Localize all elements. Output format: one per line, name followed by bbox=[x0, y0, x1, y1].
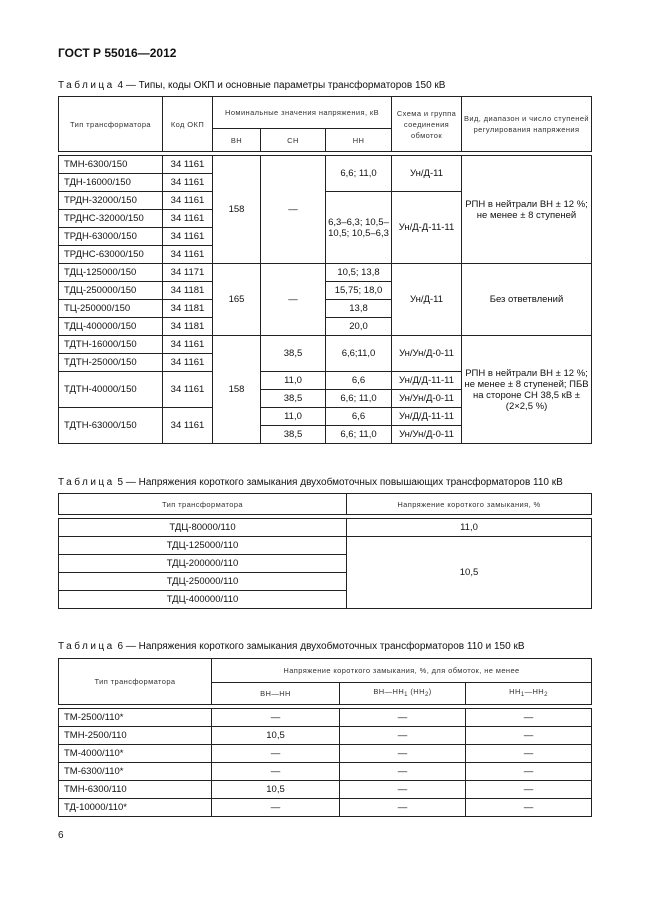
table-cell-c: — bbox=[466, 745, 592, 763]
table-cell-type: ТДТН-25000/150 bbox=[59, 354, 163, 372]
col-header-sn: СН bbox=[261, 129, 326, 152]
table-row bbox=[59, 745, 592, 763]
table-cell-scheme: Ун/Д-Д-11-11 bbox=[392, 192, 462, 264]
table-cell-code: 34 1181 bbox=[163, 282, 213, 300]
table-cell-scheme: Ун/Д/Д-11-11 bbox=[392, 408, 462, 426]
table-cell-a: — bbox=[212, 745, 340, 763]
table-cell-scheme: Ун/Ун/Д-0-11 bbox=[392, 390, 462, 408]
table-cell-type: ТРДН-63000/150 bbox=[59, 228, 163, 246]
table-row bbox=[59, 709, 592, 727]
table-cell-type: ТДЦ-125000/110 bbox=[59, 537, 347, 555]
table-cell-code: 34 1161 bbox=[163, 228, 213, 246]
table-cell-type: ТРДНС-63000/150 bbox=[59, 246, 163, 264]
table-row bbox=[59, 727, 592, 745]
table-cell-code: 34 1161 bbox=[163, 192, 213, 210]
table-cell-code: 34 1161 bbox=[163, 372, 213, 408]
table-cell-scheme: Ун/Д-11 bbox=[392, 264, 462, 336]
col-header-nn1-nn2: $НН_1—НН_2$ bbox=[466, 683, 592, 705]
table-cell-sn: 11,0 bbox=[261, 372, 326, 390]
table-cell-a: — bbox=[212, 709, 340, 727]
table4-caption bbox=[58, 80, 445, 91]
table-cell-type: ТДЦ-400000/150 bbox=[59, 318, 163, 336]
table-row bbox=[59, 781, 592, 799]
table-cell-type: ТЦ-250000/150 bbox=[59, 300, 163, 318]
table-cell-a: — bbox=[212, 799, 340, 817]
table-cell-type: ТМН-2500/110 bbox=[59, 727, 212, 745]
table-cell-type: ТДТН-16000/150 bbox=[59, 336, 163, 354]
table6-caption-text: 6 — Напряжения короткого замыкания двухобмоточных трансформаторов 110 и 150 кВ bbox=[114, 641, 525, 652]
table-cell-scheme: Ун/Д/Д-11-11 bbox=[392, 372, 462, 390]
table-cell-c: — bbox=[466, 727, 592, 745]
table-cell-c: — bbox=[466, 763, 592, 781]
table-cell-type: ТМ-2500/110* bbox=[59, 709, 212, 727]
table-cell-b: — bbox=[340, 799, 466, 817]
table-cell-type: ТДЦ-200000/110 bbox=[59, 555, 347, 573]
table4 bbox=[58, 96, 592, 444]
col-header-voltage: Напряжение короткого замыкания, % bbox=[347, 494, 592, 515]
table-cell-a: — bbox=[212, 763, 340, 781]
table-cell-code: 34 1161 bbox=[163, 246, 213, 264]
table-cell-type: ТМ-6300/110* bbox=[59, 763, 212, 781]
table-cell-type: ТДЦ-250000/150 bbox=[59, 282, 163, 300]
table-cell-code: 34 1171 bbox=[163, 264, 213, 282]
table5-caption bbox=[58, 477, 563, 488]
table-cell-vn: 158 bbox=[213, 156, 261, 264]
table-cell-regulation: РПН в нейтрали ВН ± 12 %; не менее ± 8 ступеней bbox=[462, 156, 592, 264]
table-cell-type: ТДТН-40000/150 bbox=[59, 372, 163, 408]
table-cell-c: — bbox=[466, 709, 592, 727]
table-cell-type: ТРДНС-32000/150 bbox=[59, 210, 163, 228]
table4-caption-text: 4 — Типы, коды ОКП и основные параметры трансформаторов 150 кВ bbox=[114, 80, 446, 91]
table-cell-nn: 6,3–6,3; 10,5–10,5; 10,5–6,3 bbox=[326, 192, 392, 264]
table-cell-type: ТДТН-63000/150 bbox=[59, 408, 163, 444]
table-cell-code: 34 1161 bbox=[163, 156, 213, 174]
table-cell-type: ТМ-4000/110* bbox=[59, 745, 212, 763]
table-cell-voltage: 10,5 bbox=[347, 537, 592, 609]
table-cell-sn: — bbox=[261, 156, 326, 264]
table5-caption-word: Таблица bbox=[58, 477, 115, 488]
table-cell-scheme: Ун/Ун/Д-0-11 bbox=[392, 336, 462, 372]
table-cell-code: 34 1161 bbox=[163, 354, 213, 372]
col-header-type: Тип трансформатора bbox=[59, 659, 212, 705]
table-cell-code: 34 1181 bbox=[163, 300, 213, 318]
table-cell-code: 34 1161 bbox=[163, 174, 213, 192]
table-cell-regulation: РПН в нейтрали ВН ± 12 %; не менее ± 8 ступеней; ПБВ на стороне СН 38,5 кВ ± (2×2,5 %) bbox=[462, 336, 592, 444]
table-cell-sn: 38,5 bbox=[261, 426, 326, 444]
table-cell-nn: 6,6 bbox=[326, 408, 392, 426]
col-header-vn: ВН bbox=[213, 129, 261, 152]
table-cell-c: — bbox=[466, 781, 592, 799]
col-header-code: Код ОКП bbox=[163, 97, 213, 152]
table-cell-b: — bbox=[340, 781, 466, 799]
table-cell-type: ТДЦ-400000/110 bbox=[59, 591, 347, 609]
table-cell-nn: 6,6; 11,0 bbox=[326, 426, 392, 444]
table-cell-c: — bbox=[466, 799, 592, 817]
table-cell-code: 34 1181 bbox=[163, 318, 213, 336]
col-header-scheme: Схема и группа соединения обмоток bbox=[392, 97, 462, 152]
table4-caption-word: Таблица bbox=[58, 80, 115, 91]
table-cell-sn: 38,5 bbox=[261, 336, 326, 372]
col-header-group: Напряжение короткого замыкания, %, для обмоток, не менее bbox=[212, 659, 592, 683]
col-header-nominal: Номинальные значения напряжения, кВ bbox=[213, 97, 392, 129]
table-cell-vn: 165 bbox=[213, 264, 261, 336]
table5 bbox=[58, 493, 592, 609]
table-cell-scheme: Ун/Д-11 bbox=[392, 156, 462, 192]
table6 bbox=[58, 658, 592, 817]
table-row bbox=[59, 763, 592, 781]
col-header-vn-nn: ВН—НН bbox=[212, 683, 340, 705]
table6-caption bbox=[58, 641, 524, 652]
table-cell-sn: 11,0 bbox=[261, 408, 326, 426]
page-number: 6 bbox=[58, 830, 64, 841]
table-cell-vn: 158 bbox=[213, 336, 261, 444]
table-cell-sn: 38,5 bbox=[261, 390, 326, 408]
table-cell-nn: 6,6;11,0 bbox=[326, 336, 392, 372]
table-cell-type: ТД-10000/110* bbox=[59, 799, 212, 817]
table-cell-nn: 13,8 bbox=[326, 300, 392, 318]
table-cell-nn: 10,5; 13,8 bbox=[326, 264, 392, 282]
table-cell-voltage: 11,0 bbox=[347, 519, 592, 537]
table-cell-type: ТДЦ-250000/110 bbox=[59, 573, 347, 591]
table-cell-b: — bbox=[340, 745, 466, 763]
table-cell-code: 34 1161 bbox=[163, 210, 213, 228]
col-header-type: Тип трансформатора bbox=[59, 494, 347, 515]
table-cell-b: — bbox=[340, 709, 466, 727]
table-cell-sn: — bbox=[261, 264, 326, 336]
table-cell-b: — bbox=[340, 727, 466, 745]
table-cell-code: 34 1161 bbox=[163, 408, 213, 444]
table-cell-type: ТРДН-32000/150 bbox=[59, 192, 163, 210]
table-cell-nn: 6,6 bbox=[326, 372, 392, 390]
table-cell-regulation: Без ответвлений bbox=[462, 264, 592, 336]
table-cell-type: ТМН-6300/150 bbox=[59, 156, 163, 174]
table-cell-nn: 6,6; 11,0 bbox=[326, 390, 392, 408]
table-cell-code: 34 1161 bbox=[163, 336, 213, 354]
table-cell-a: 10,5 bbox=[212, 727, 340, 745]
table-cell-a: 10,5 bbox=[212, 781, 340, 799]
table-cell-nn: 15,75; 18,0 bbox=[326, 282, 392, 300]
col-header-type: Тип трансформатора bbox=[59, 97, 163, 152]
table-cell-nn: 6,6; 11,0 bbox=[326, 156, 392, 192]
table6-caption-word: Таблица bbox=[58, 641, 115, 652]
table-cell-type: ТДЦ-125000/150 bbox=[59, 264, 163, 282]
table-cell-type: ТДН-16000/150 bbox=[59, 174, 163, 192]
col-header-regulation: Вид, диапазон и число ступеней регулирования напряжения bbox=[462, 97, 592, 152]
table-cell-type: ТДЦ-80000/110 bbox=[59, 519, 347, 537]
document-header: ГОСТ Р 55016—2012 bbox=[58, 46, 177, 60]
table5-caption-text: 5 — Напряжения короткого замыкания двухобмоточных повышающих трансформаторов 110 кВ bbox=[114, 477, 563, 488]
table-row bbox=[59, 799, 592, 817]
table-cell-b: — bbox=[340, 763, 466, 781]
table-cell-type: ТМН-6300/110 bbox=[59, 781, 212, 799]
table-cell-scheme: Ун/Ун/Д-0-11 bbox=[392, 426, 462, 444]
table-cell-nn: 20,0 bbox=[326, 318, 392, 336]
col-header-nn: НН bbox=[326, 129, 392, 152]
col-header-vn-nn1: $ВН—НН_1$ $(НН_2)$ bbox=[340, 683, 466, 705]
